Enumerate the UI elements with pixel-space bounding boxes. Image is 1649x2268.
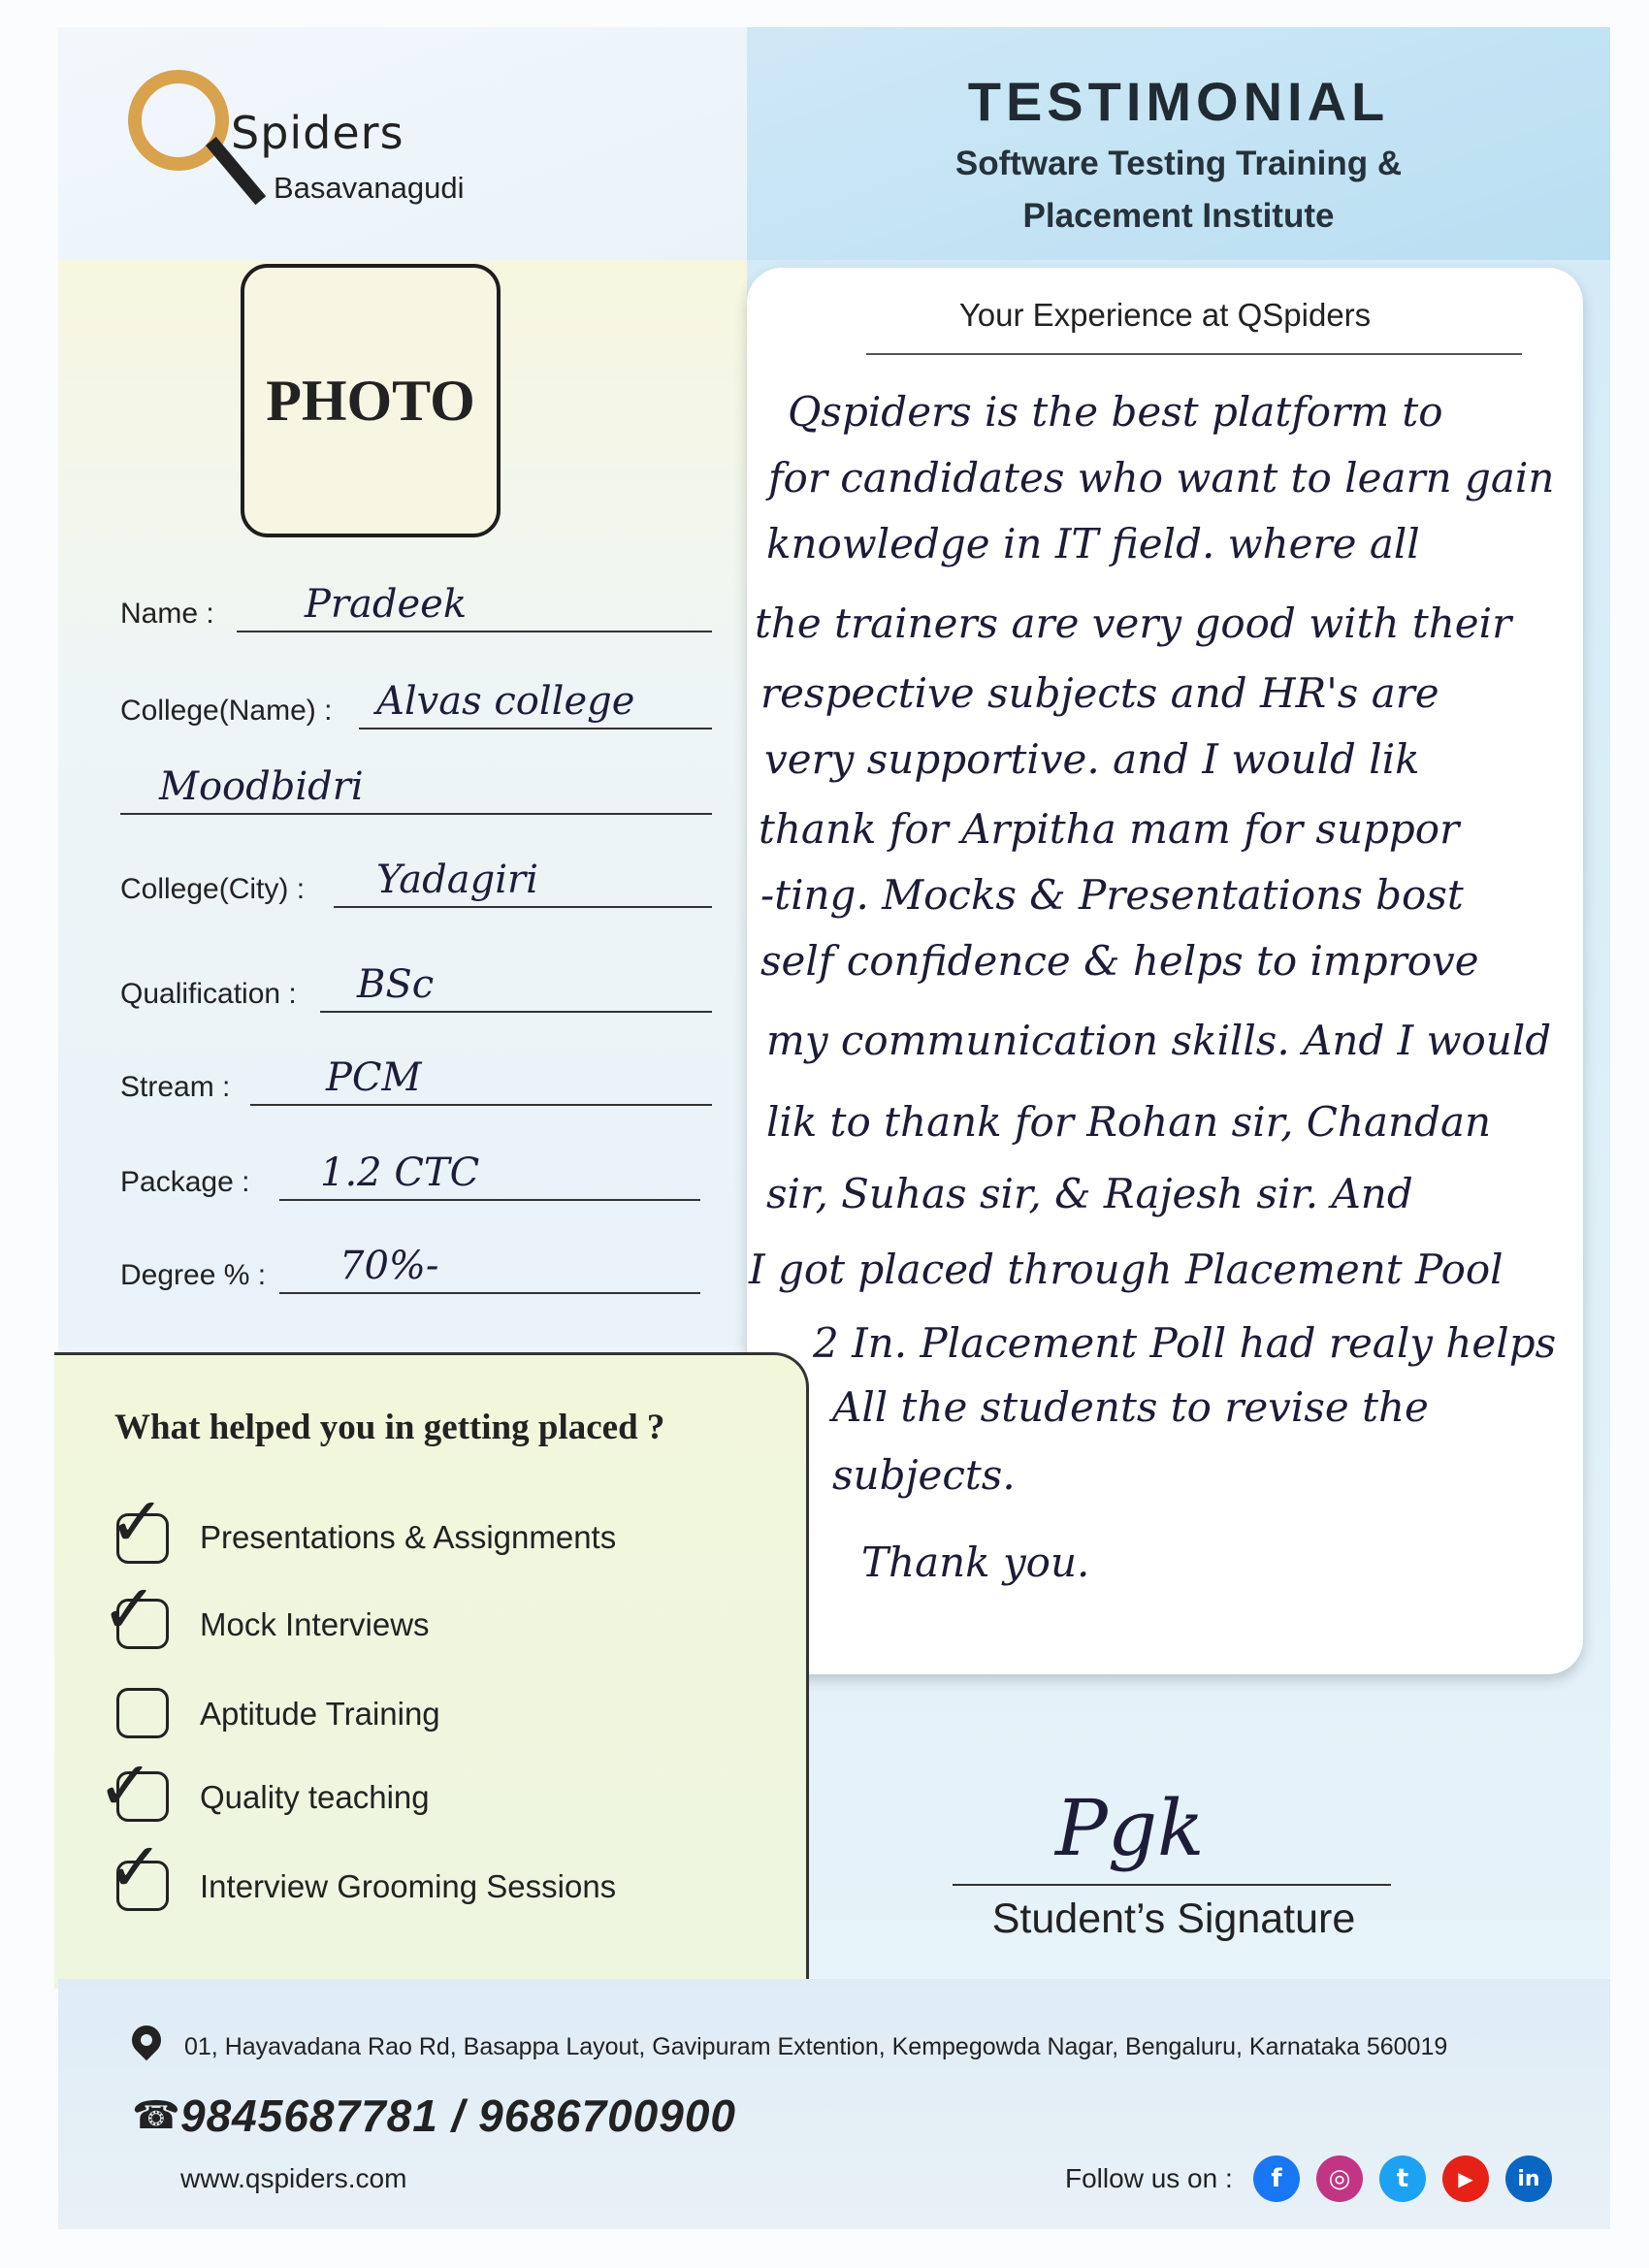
form-row-package <box>120 1149 700 1207</box>
page-subtitle <box>747 138 1610 243</box>
photo-label: PHOTO <box>266 368 475 433</box>
college-name-value-2: Moodbidri <box>159 764 364 809</box>
experience-title: Your Experience at QSpiders <box>958 297 1372 333</box>
experience-line: I got placed through Placement Pool <box>749 1246 1504 1293</box>
twitter-icon[interactable]: t <box>1379 2155 1426 2202</box>
photo-box <box>241 264 501 537</box>
name-label: Name : <box>120 598 214 630</box>
experience-line: respective subjects and HR's are <box>760 669 1439 717</box>
college-city-label: College(City) : <box>120 873 306 905</box>
experience-line: the trainers are very good with their <box>755 599 1512 647</box>
college-name-line <box>359 728 712 729</box>
qualification-value: BSc <box>357 962 435 1007</box>
signature-label: Student’s Signature <box>991 1895 1356 1942</box>
college-city-line <box>334 906 712 908</box>
website-link[interactable]: www.qspiders.com <box>180 2163 407 2193</box>
college-city-value: Yadagiri <box>376 858 538 902</box>
form-row-college-name <box>120 677 712 735</box>
phone-icon: ☎ <box>132 2094 180 2137</box>
college-name-label: College(Name) : <box>120 695 333 727</box>
form-row-qualification <box>120 960 712 1019</box>
subtitle-line-1: Software Testing Training & <box>954 145 1403 182</box>
experience-line: my communication skills. And I would <box>766 1017 1552 1064</box>
degree-value: 70%- <box>340 1244 439 1288</box>
stream-label: Stream : <box>120 1071 231 1103</box>
degree-label: Degree % : <box>120 1259 267 1291</box>
phone-numbers[interactable]: 9845687781 / 9686700900 <box>180 2090 737 2141</box>
qualification-line <box>320 1011 712 1013</box>
degree-line <box>279 1292 700 1294</box>
form-row-degree <box>120 1242 700 1300</box>
youtube-icon[interactable]: ▶ <box>1442 2155 1489 2202</box>
college-name-value: Alvas college <box>376 679 635 724</box>
experience-line: lik to thank for Rohan sir, Chandan <box>766 1098 1492 1146</box>
address: 01, Hayavadana Rao Rd, Basappa Layout, Gavipuram Extention, Kempegowda Nagar, Bengaluru, Karnataka 560019 <box>184 2033 1448 2060</box>
experience-line: -ting. Mocks & Presentations bost <box>760 871 1464 919</box>
tick-mark: ✓ <box>101 1570 158 1649</box>
name-value: Pradeek <box>305 582 468 627</box>
stream-value: PCM <box>326 1055 422 1100</box>
checklist-title: What helped you in getting placed ? <box>114 1408 665 1447</box>
form-row-name <box>120 580 712 638</box>
subtitle-line-2: Placement Institute <box>1022 197 1335 235</box>
experience-line: sir, Suhas sir, & Rajesh sir. And <box>766 1170 1413 1217</box>
package-label: Package : <box>120 1166 250 1198</box>
form-row-stream <box>120 1053 712 1112</box>
checkbox-label: Presentations & Assignments <box>200 1519 617 1555</box>
tick-mark: ✓ <box>109 1482 166 1562</box>
name-line <box>237 631 712 632</box>
linkedin-icon[interactable]: in <box>1505 2155 1552 2202</box>
checkbox-aptitude-training[interactable] <box>116 1688 169 1738</box>
checkbox-label: Quality teaching <box>200 1779 430 1815</box>
experience-line: Thank you. <box>861 1539 1090 1586</box>
experience-line: for candidates who want to learn gain <box>768 454 1555 502</box>
page-title: TESTIMONIAL <box>967 71 1390 132</box>
follow-label: Follow us on : <box>1065 2163 1233 2193</box>
experience-line: knowledge in IT field. where all <box>766 520 1420 567</box>
experience-line: thank for Arpitha mam for suppor <box>759 805 1460 853</box>
experience-line: subjects. <box>832 1451 1016 1499</box>
student-signature-mark: Pgk <box>1055 1783 1205 1873</box>
stream-line <box>250 1104 712 1106</box>
qualification-label: Qualification : <box>120 978 297 1010</box>
college-name-line-2 <box>120 813 712 815</box>
logo-branch: Basavanagudi <box>274 171 465 205</box>
checkbox-label: Mock Interviews <box>200 1606 430 1642</box>
experience-line: self confidence & helps to improve <box>760 937 1479 985</box>
experience-line: very supportive. and I would lik <box>764 735 1420 783</box>
facebook-icon[interactable]: f <box>1253 2155 1300 2202</box>
signature-line <box>953 1884 1391 1886</box>
experience-line: Qspiders is the best platform to <box>788 388 1443 436</box>
tick-mark: ✓ <box>107 1828 164 1907</box>
checkbox-label: Aptitude Training <box>200 1696 440 1732</box>
experience-line: 2 In. Placement Poll had realy helps <box>813 1319 1557 1367</box>
logo-name: Spiders <box>231 107 404 159</box>
package-value: 1.2 CTC <box>320 1150 480 1195</box>
experience-title-rule <box>866 353 1522 355</box>
package-line <box>279 1199 700 1201</box>
instagram-icon[interactable]: ◎ <box>1316 2155 1363 2202</box>
tick-mark: ✓ <box>97 1746 154 1826</box>
experience-line: All the students to revise the <box>832 1383 1429 1431</box>
checkbox-label: Interview Grooming Sessions <box>200 1868 617 1904</box>
form-row-college-city <box>120 856 712 914</box>
form-row-college-name-2 <box>120 762 712 821</box>
